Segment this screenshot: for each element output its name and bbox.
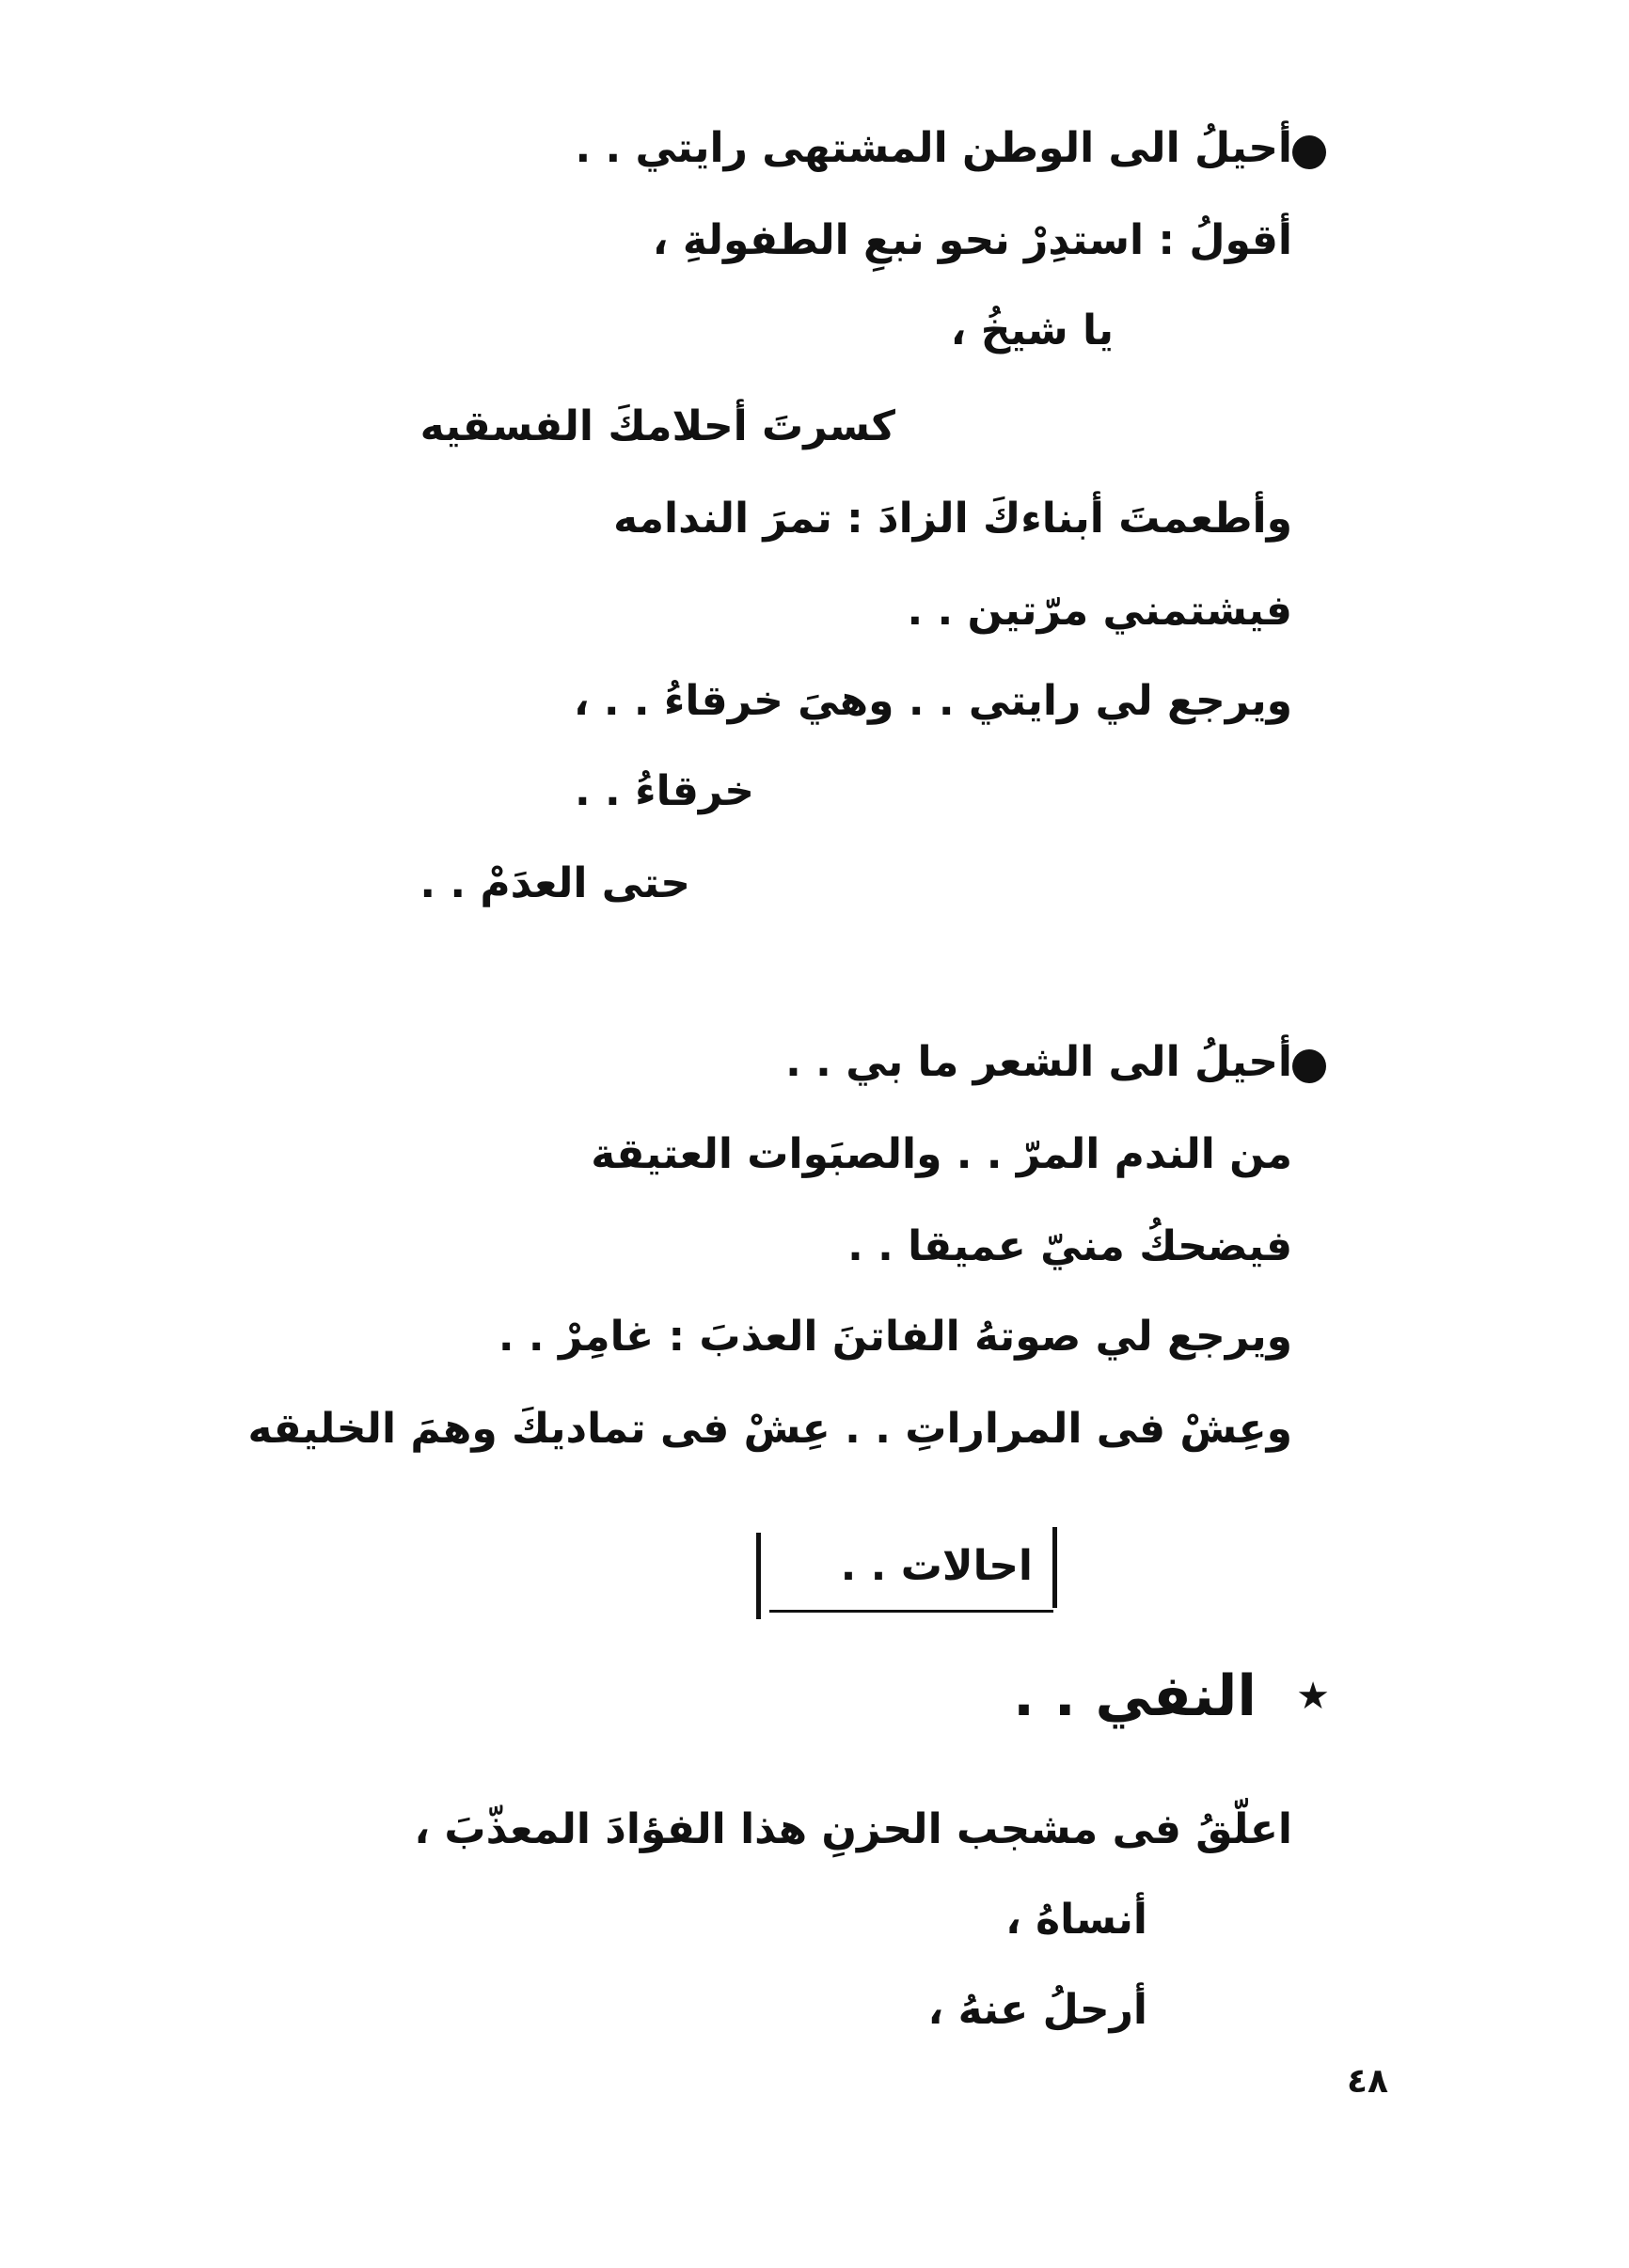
bullet-dot (1292, 1049, 1326, 1083)
stanza1-line-4: كسرتَ أحلامكَ الفسقيه (419, 402, 895, 450)
bullet-dot (1292, 135, 1326, 169)
stanza1-line-3: يا شيخُ ، (950, 307, 1114, 354)
section-line-3: أرحلُ عنهُ ، (927, 1986, 1147, 2034)
stanza1-line-7: ويرجع لي رايتي . . وهيَ خرقاءُ . . ، (573, 677, 1292, 725)
heading-box (756, 1527, 1057, 1614)
stanza2-line-5: وعِشْ فى المراراتِ . . عِشْ فى تماديكَ وهمَ الخليقه (247, 1405, 1292, 1453)
stanza1-line-1: أحيلُ الى الوطن المشتهى رايتي . . (575, 124, 1292, 172)
stanza2-line-1: أحيلُ الى الشعر ما بي . . (785, 1038, 1292, 1086)
section-line-2: أنساهُ ، (1005, 1896, 1147, 1944)
heading-box-text: احالات . . (840, 1542, 1033, 1590)
stanza1-line-5: وأطعمتَ أبناءكَ الزادَ : تمرَ الندامه (613, 495, 1292, 543)
page-number: ٤٨ (1347, 2062, 1388, 2101)
stanza1-line-9: حتى العدَمْ . . (419, 859, 690, 907)
stanza1-line-8: خرقاءُ . . (575, 767, 754, 815)
box-underline (769, 1610, 1053, 1613)
stanza2-line-4: ويرجع لي صوتهُ الفاتنَ العذبَ : غامِرْ . . (498, 1313, 1292, 1361)
stanza1-line-6: فيشتمني مرّتين . . (907, 587, 1292, 635)
star-icon: ★ (1296, 1675, 1330, 1718)
section-title: النفي . . (1013, 1663, 1257, 1729)
box-right-bar (1052, 1527, 1057, 1608)
stanza1-line-2: أقولُ : استدِرْ نحو نبعِ الطفولةِ ، (652, 216, 1292, 264)
stanza2-line-3: فيضحكُ منيّ عميقا . . (847, 1222, 1292, 1270)
section-line-1: اعلّقُ فى مشجب الحزنِ هذا الفؤادَ المعذّبَ ، (414, 1805, 1292, 1853)
box-left-bar (756, 1533, 761, 1619)
stanza2-line-2: من الندم المرّ . . والصبَوات العتيقة (591, 1130, 1292, 1178)
